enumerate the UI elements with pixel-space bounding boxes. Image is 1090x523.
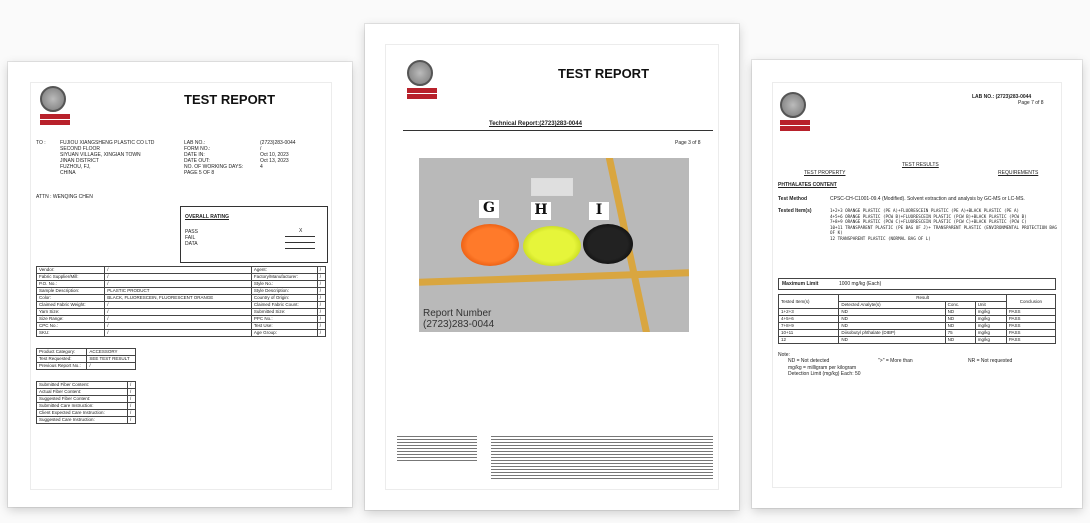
sample-info-row-cell: Agent: [251, 267, 317, 274]
tested-items-list: 1+2+3 ORANGE PLASTIC (PE A)+FLUORESCEIN PLASTIC (PE A)+BLACK PLASTIC (PE A) 4+5+6 ORANGE PLASTIC (PCW B)+FLUORESCEIN PLASTIC (PCW B)+BLACK PLASTIC (PCW B) 7+8+9 ORANGE PLASTIC (PCW C)+FLUORESCEIN PLASTIC (PCW C)+BLACK PLASTIC (PCW C) 10+11 TRANSPARENT PLASTIC (PE BAG OF J)+ TRANSPARENT PLASTIC (ENVIRONMENTAL PROTECTION BAG OF K) 12 TRANSPARENT PLASTIC (NORMAL BAG OF L) [830, 208, 1057, 241]
sample-info-row-cell: Claimed Fabric Weight: [37, 302, 105, 309]
sample-info-row-cell: / [105, 281, 252, 288]
sample-info-row-cell: / [317, 267, 325, 274]
sample-info-row-cell: SKU: [37, 330, 105, 337]
orange-pellets [461, 224, 519, 266]
result-row-cell: ND [839, 323, 945, 330]
category-row [37, 356, 136, 363]
result-row-cell: ND [945, 316, 975, 323]
result-row-cell: mg/kg [975, 337, 1006, 344]
sample-info-row-cell: / [317, 323, 325, 330]
sample-info-row [37, 309, 326, 316]
fiber-row-cell: Suggested Care Instruction: [37, 417, 128, 424]
sample-info-row-cell: Size Range: [37, 316, 105, 323]
sample-info-row-cell: Sample Description: [37, 288, 105, 295]
sample-info-row [37, 281, 326, 288]
note-label: Note: [778, 352, 790, 358]
section-title: PHTHALATES CONTENT [778, 182, 837, 188]
sample-info-row-cell: Submitted Size: [251, 309, 317, 316]
fiber-row-cell: Suggested Fiber Content: [37, 396, 128, 403]
rating-mark: X [299, 228, 303, 234]
sample-info-row-cell: Age Group: [251, 330, 317, 337]
fiber-row-cell: Submitted Care Instruction: [37, 403, 128, 410]
fiber-row-cell: Submitted Fiber Content: [37, 382, 128, 389]
result-row-cell: mg/kg [975, 323, 1006, 330]
fiber-row [37, 396, 136, 403]
fiber-row-cell: / [127, 382, 135, 389]
test-property-header: TEST PROPERTY [804, 170, 846, 176]
sample-info-row-cell: / [317, 295, 325, 302]
result-row-cell: ND [945, 309, 975, 316]
sample-info-row-cell: / [105, 323, 252, 330]
bureau-veritas-logo [407, 60, 437, 99]
result-row-cell: PASS [1006, 323, 1055, 330]
card-i: I [589, 202, 609, 220]
middle-title: TEST REPORT [558, 66, 650, 81]
category-row-cell: SEE TEST RESULT [87, 356, 136, 363]
sample-info-row-cell: / [105, 302, 252, 309]
result-row-cell: 7+8+9 [779, 323, 839, 330]
fiber-row-cell: / [127, 396, 135, 403]
test-method-value: CPSC-CH-C1001-09.4 (Modified). Solvent extraction and analysis by GC-MS or LC-MS. [830, 196, 1025, 202]
footer-fine-print-left [397, 436, 477, 462]
client-address: FUJIOU XIANGSHENG PLASTIC CO LTD SECOND FLOOR SIYUAN VILLAGE, XINGIAN TOWN JINAN DISTRICT FUZHOU, FJ, CHINA [60, 140, 155, 176]
sample-info-row-cell: CPC No.: [37, 323, 105, 330]
sample-info-row [37, 323, 326, 330]
sample-info-row [37, 316, 326, 323]
to-label: TO : [36, 140, 46, 146]
sample-info-row-cell: P.O. No.: [37, 281, 105, 288]
max-limit-box [778, 278, 1056, 290]
photo-caption-1: Report Number [423, 308, 492, 319]
fiber-row-cell: Client Expected Care Instruction: [37, 410, 128, 417]
category-row-cell: Previous Report No.: [37, 363, 87, 370]
sample-info-row-cell: / [317, 274, 325, 281]
ruler-horizontal [419, 269, 689, 285]
fiber-row [37, 389, 136, 396]
result-row-cell: ND [945, 337, 975, 344]
sample-info-row-cell: / [105, 316, 252, 323]
fiber-row [37, 382, 136, 389]
result-row-cell: 75 [945, 330, 975, 337]
result-row-cell: mg/kg [975, 309, 1006, 316]
head-analyte: Detected Analyte(s) [839, 302, 945, 309]
head-result: Result [839, 295, 1007, 302]
sample-photo [419, 158, 689, 332]
result-row [779, 316, 1056, 323]
result-row-cell: mg/kg [975, 316, 1006, 323]
sample-info-row-cell: / [317, 281, 325, 288]
sample-info-row-cell: PPC No.: [251, 316, 317, 323]
left-title: TEST REPORT [184, 92, 276, 107]
card-g: G [479, 200, 499, 218]
sample-info-row [37, 330, 326, 337]
yellow-pellets [523, 226, 581, 266]
fiber-row [37, 410, 136, 417]
fiber-content-table [36, 381, 136, 424]
transparent-bag [531, 178, 573, 196]
result-row-cell: ND [839, 309, 945, 316]
sample-info-row-cell: Claimed Fabric Count: [251, 302, 317, 309]
card-h: H [531, 202, 551, 220]
sample-info-row-cell: / [105, 274, 252, 281]
category-row [37, 363, 136, 370]
head-conclusion: Conclusion [1006, 295, 1055, 309]
sample-info-row [37, 267, 326, 274]
sample-info-row-cell: Factory/Manufacturer: [251, 274, 317, 281]
sample-info-row [37, 274, 326, 281]
sample-info-row-cell: Vendor: [37, 267, 105, 274]
sample-info-row-cell: / [317, 288, 325, 295]
result-row [779, 323, 1056, 330]
category-row-cell: Product Category: [37, 349, 87, 356]
result-row-cell: PASS [1006, 316, 1055, 323]
result-row-cell: Diisobutyl phthalate (DIBP) [839, 330, 945, 337]
bureau-veritas-logo [40, 86, 70, 125]
sample-info-row-cell: Style No.: [251, 281, 317, 288]
fiber-row-cell: / [127, 389, 135, 396]
left-report-page [30, 82, 332, 490]
right-report-page [772, 82, 1062, 488]
result-row-cell: 10+11 [779, 330, 839, 337]
category-row-cell: / [87, 363, 136, 370]
fiber-row-cell: / [127, 403, 135, 410]
category-row [37, 349, 136, 356]
fiber-row-cell: Actual Fiber Content: [37, 389, 128, 396]
result-row-cell: 12 [779, 337, 839, 344]
sample-info-row-cell: / [317, 302, 325, 309]
result-row-cell: 4+5+6 [779, 316, 839, 323]
max-limit-label: Maximum Limit [782, 281, 819, 287]
sample-info-row-cell: Color: [37, 295, 105, 302]
result-row-cell: ND [839, 316, 945, 323]
category-table [36, 348, 136, 370]
fiber-row [37, 403, 136, 410]
overall-rating-box [180, 206, 328, 263]
result-row [779, 309, 1056, 316]
sample-info-row-cell: / [105, 267, 252, 274]
head-tested-items: Tested Item(s) [779, 295, 839, 309]
result-row-cell: PASS [1006, 309, 1055, 316]
tested-items-label: Tested Item(s) [778, 208, 812, 214]
sample-info-row-cell: BLACK, FLUORESCEIN, FLUORESCENT ORANGE [105, 295, 252, 302]
result-row-cell: 1+2+3 [779, 309, 839, 316]
results-table [778, 294, 1056, 344]
sample-info-row-cell: / [317, 309, 325, 316]
sample-info-row-cell: / [105, 309, 252, 316]
head-unit: Unit [975, 302, 1006, 309]
category-row-cell: ACCESSORY [87, 349, 136, 356]
results-title: TEST RESULTS [902, 162, 939, 168]
info-labels: LAB NO.: FORM NO.: DATE IN: DATE OUT: NO. OF WORKING DAYS: PAGE 5 OF 8 [184, 140, 244, 176]
sample-info-table [36, 266, 326, 337]
result-row-cell: ND [945, 323, 975, 330]
attn-line: ATTN : WENQING CHEN [36, 194, 93, 200]
info-values: (2723)283-0044 / Oct 10, 2023 Oct 13, 2023 4 [260, 140, 296, 170]
result-row-cell: PASS [1006, 337, 1055, 344]
technical-report-label: Technical Report:(2723)283-0044 [489, 121, 582, 127]
result-row [779, 330, 1056, 337]
sample-info-row [37, 302, 326, 309]
sample-info-row-cell: / [317, 316, 325, 323]
result-row-cell: PASS [1006, 330, 1055, 337]
page-number: Page 3 of 8 [675, 140, 701, 146]
lab-no: LAB NO.: (2723)283-0044 [972, 94, 1032, 100]
result-row-cell: mg/kg [975, 330, 1006, 337]
footer-fine-print-right [491, 436, 713, 480]
sample-info-row-cell: Style Description: [251, 288, 317, 295]
note-mgkg: mg/kg = milligram per kilogram [788, 365, 857, 371]
photo-caption-2: (2723)283-0044 [423, 319, 495, 330]
fiber-row [37, 417, 136, 424]
sample-info-row [37, 295, 326, 302]
sample-info-row-cell: / [317, 330, 325, 337]
rating-rows: PASS FAIL DATA [185, 229, 198, 247]
sample-info-row-cell: Yarn Size: [37, 309, 105, 316]
result-row [779, 337, 1056, 344]
black-pellets [583, 224, 633, 264]
note-detection-limit: Detection Limit (mg/kg) Each: 50 [788, 371, 861, 377]
result-row-cell: ND [839, 337, 945, 344]
sample-info-row-cell: Country of Origin: [251, 295, 317, 302]
page-number: Page 7 of 8 [1018, 100, 1044, 106]
bureau-veritas-logo [780, 92, 810, 131]
sample-info-row-cell: Test Use: [251, 323, 317, 330]
note-more-than: ">" = More than [878, 358, 913, 364]
fiber-row-cell: / [127, 417, 135, 424]
head-conc: Conc. [945, 302, 975, 309]
sample-info-row [37, 288, 326, 295]
fiber-row-cell: / [127, 410, 135, 417]
sample-info-row-cell: / [105, 330, 252, 337]
note-nr: NR = Not requested [968, 358, 1013, 364]
max-limit-value: 1000 mg/kg (Each) [839, 281, 882, 287]
sample-info-row-cell: PLASTIC PRODUCT [105, 288, 252, 295]
rating-title: OVERALL RATING [185, 214, 229, 220]
note-nd: ND = Not detected [788, 358, 830, 364]
requirements-header: REQUIREMENTS [998, 170, 1039, 176]
test-method-label: Test Method [778, 196, 808, 202]
category-row-cell: Test Requested: [37, 356, 87, 363]
middle-report-page [385, 44, 719, 490]
sample-info-row-cell: Fabric Supplier/Mill: [37, 274, 105, 281]
